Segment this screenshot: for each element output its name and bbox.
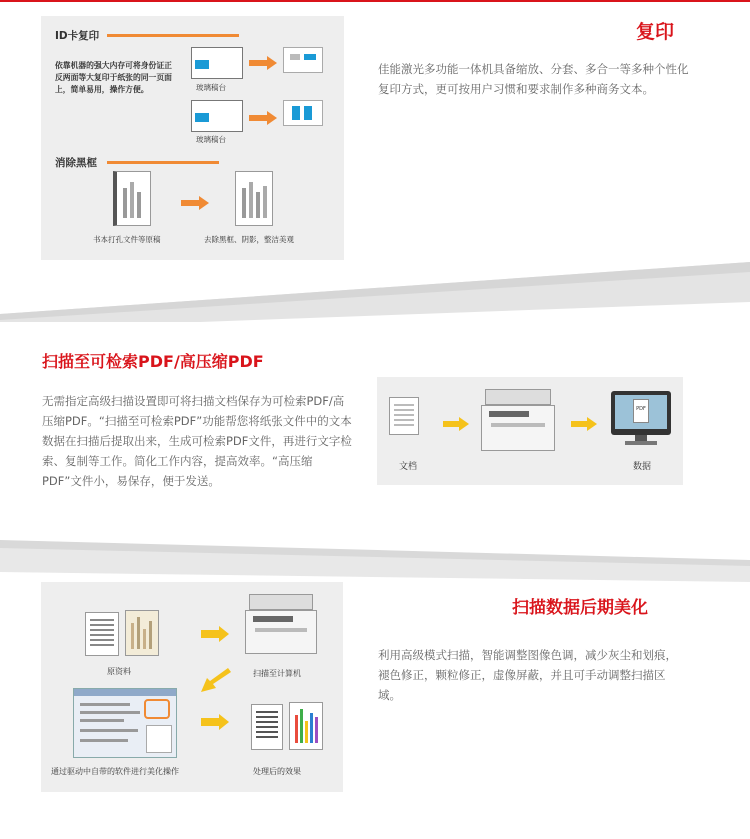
copy-feature-panel bbox=[41, 16, 344, 260]
id-card-back-shape bbox=[195, 113, 209, 122]
monitor-icon bbox=[611, 391, 671, 447]
arrow-right-icon bbox=[181, 196, 209, 210]
glass-label-2: 玻璃稿台 bbox=[196, 135, 226, 144]
pdf-tag: PDF bbox=[636, 406, 646, 412]
printer-icon bbox=[481, 389, 555, 453]
data-label: 数据 bbox=[633, 462, 652, 472]
result-chart-document bbox=[289, 702, 323, 750]
arrow-right-icon bbox=[571, 417, 597, 431]
scanner-glass-back bbox=[191, 100, 243, 132]
erase-frame-label: 消除黑框 bbox=[55, 157, 97, 169]
copy-result-page-2 bbox=[283, 100, 323, 126]
arrow-right-icon bbox=[249, 56, 277, 70]
original-label: 原资料 bbox=[107, 667, 131, 676]
id-card-underline bbox=[107, 34, 239, 37]
software-label: 通过驱动中自带的软件进行美化操作 bbox=[51, 767, 179, 776]
scan-beautify-panel bbox=[41, 582, 343, 792]
id-card-text: 依靠机器的强大内存可将身份证正反两面等大复印于纸张的同一页面上，简单易用，操作方便。 bbox=[55, 61, 172, 94]
result-text-document bbox=[251, 704, 283, 750]
arrow-right-icon bbox=[249, 111, 277, 125]
arrow-down-left-icon bbox=[201, 668, 231, 694]
cleaned-document bbox=[235, 171, 273, 226]
arrow-right-icon bbox=[443, 417, 469, 431]
scan-pdf-title: 扫描至可检索PDF/高压缩PDF bbox=[42, 352, 264, 371]
scan-to-pc-label: 扫描至计算机 bbox=[253, 669, 301, 678]
original-document-with-frame bbox=[113, 171, 151, 226]
scan-beautify-description: 利用高级模式扫描，智能调整图像色调，减少灰尘和划痕，褪色修正，颗粒修正，虚像屏蔽，并且可手动调整扫描区域。 bbox=[378, 648, 677, 702]
original-chart-document bbox=[125, 610, 159, 656]
result-label: 处理后的效果 bbox=[253, 767, 301, 776]
scan-pdf-description: 无需指定高级扫描设置即可将扫描文档保存为可检索PDF/高压缩PDF。“扫描至可检索PDF”功能帮您将纸张文件中的文本数据在扫描后提取出来，生成可检索PDF文件，再进行文字检索、复制等工作。简化工作内容，提高效率。“高压缩PDF”文件小，易保存，便于发送。 bbox=[42, 394, 352, 488]
erase-after-label: 去除黑框、阴影，整洁美观 bbox=[204, 235, 294, 244]
scan-beautify-title: 扫描数据后期美化 bbox=[512, 598, 648, 618]
erase-before-label: 书本打孔文件等原稿 bbox=[93, 235, 161, 244]
arrow-right-icon bbox=[201, 714, 229, 730]
glass-label-1: 玻璃稿台 bbox=[196, 83, 226, 92]
scan-pdf-panel bbox=[377, 377, 683, 485]
id-card-front-shape bbox=[195, 60, 209, 69]
doc-label: 文档 bbox=[399, 462, 418, 472]
arrow-right-icon bbox=[201, 626, 229, 642]
copy-result-page-1 bbox=[283, 47, 323, 73]
scanner-glass-front bbox=[191, 47, 243, 79]
software-window-screenshot bbox=[73, 688, 177, 758]
original-text-document bbox=[85, 612, 119, 656]
copy-description: 佳能激光多功能一体机具备缩放、分套、多合一等多种个性化复印方式，更可按用户习惯和要求制作多种商务文本。 bbox=[378, 62, 689, 96]
copy-title: 复印 bbox=[636, 21, 675, 43]
printer-icon bbox=[245, 594, 317, 656]
paper-document-icon bbox=[389, 397, 419, 435]
gray-swoosh-divider bbox=[0, 262, 750, 322]
top-accent-bar bbox=[0, 0, 750, 2]
gray-swoosh-divider bbox=[0, 532, 750, 582]
erase-frame-underline bbox=[107, 161, 219, 164]
id-card-label: ID卡复印 bbox=[55, 30, 100, 42]
